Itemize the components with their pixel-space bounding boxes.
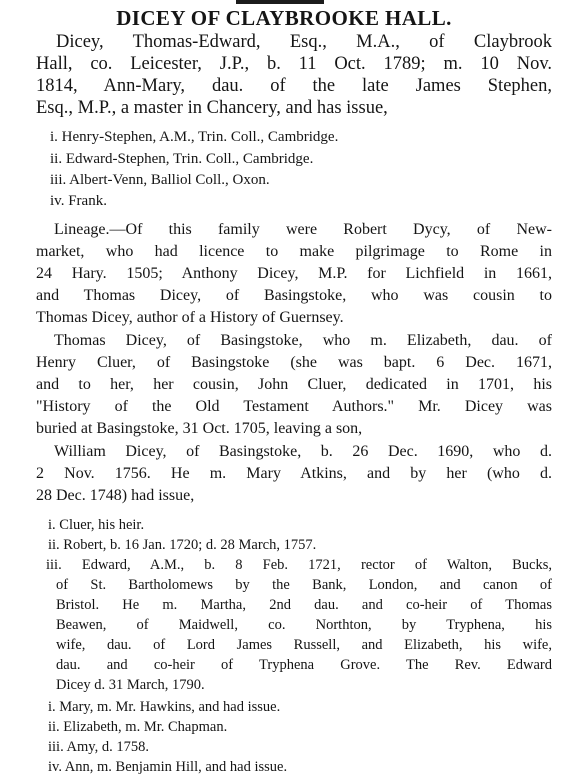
page-title: DICEY OF CLAYBROOKE HALL. bbox=[116, 6, 452, 30]
lead-line-3: 1814, Ann-Mary, dau. of the late James Stephen, bbox=[36, 76, 552, 96]
issue-item: i. Henry-Stephen, A.M., Trin. Coll., Cambridge. bbox=[50, 129, 339, 145]
william-issue-line: iii. Amy, d. 1758. bbox=[48, 739, 149, 755]
thomas-line: buried at Basingstoke, 31 Oct. 1705, leaving a son, bbox=[36, 420, 363, 437]
thomas-line: "History of the Old Testament Authors." Mr. Dicey was bbox=[36, 398, 552, 415]
lineage-line: and Thomas Dicey, of Basingstoke, who was cousin to bbox=[36, 287, 552, 304]
william-issue-line: ii. Robert, b. 16 Jan. 1720; d. 28 March, 1757. bbox=[48, 537, 317, 553]
william-issue-line: i. Cluer, his heir. bbox=[48, 517, 145, 533]
lineage-line: Thomas Dicey, author of a History of Guernsey. bbox=[36, 309, 344, 326]
william-issue-line: i. Mary, m. Mr. Hawkins, and had issue. bbox=[48, 699, 281, 715]
lineage-line: Lineage.—Of this family were Robert Dycy, of New- bbox=[54, 221, 552, 238]
william-issue-line: of St. Bartholomews by the Bank, London, and canon of bbox=[56, 577, 552, 593]
lineage-line: market, who had licence to make pilgrimage to Rome in bbox=[36, 243, 552, 260]
thomas-line: Thomas Dicey, of Basingstoke, who m. Elizabeth, dau. of bbox=[54, 332, 552, 349]
thomas-line: and to her, her cousin, John Cluer, dedicated in 1701, his bbox=[36, 376, 552, 393]
william-issue-line: Beawen, of Maidwell, co. Northton, by Tryphena, his bbox=[56, 617, 552, 633]
william-issue-line: ii. Elizabeth, m. Mr. Chapman. bbox=[48, 719, 228, 735]
william-issue-line: iv. Ann, m. Benjamin Hill, and had issue. bbox=[48, 759, 288, 775]
william-line: William Dicey, of Basingstoke, b. 26 Dec. 1690, who d. bbox=[54, 443, 552, 460]
lead-line-2: Hall, co. Leicester, J.P., b. 11 Oct. 1789; m. 10 Nov. bbox=[36, 54, 552, 74]
top-rule bbox=[236, 0, 324, 4]
william-issue-line: Bristol. He m. Martha, 2nd dau. and co-heir of Thomas bbox=[56, 597, 552, 613]
issue-item: ii. Edward-Stephen, Trin. Coll., Cambridge. bbox=[50, 151, 314, 167]
william-line: 28 Dec. 1748) had issue, bbox=[36, 487, 195, 504]
lead-line-1: Dicey, Thomas-Edward, Esq., M.A., of Claybrook bbox=[56, 32, 552, 52]
william-issue-line: iii. Edward, A.M., b. 8 Feb. 1721, rector of Walton, Bucks, bbox=[46, 557, 552, 573]
william-issue-line: dau. and co-heir of Tryphena Grove. The Rev. Edward bbox=[56, 657, 552, 673]
lineage-line: 24 Hary. 1505; Anthony Dicey, M.P. for Lichfield in 1661, bbox=[36, 265, 552, 282]
thomas-line: Henry Cluer, of Basingstoke (she was bapt. 6 Dec. 1671, bbox=[36, 354, 552, 371]
issue-item: iv. Frank. bbox=[50, 193, 107, 209]
william-issue-line: wife, dau. of Lord James Russell, and Elizabeth, his wife, bbox=[56, 637, 552, 653]
william-line: 2 Nov. 1756. He m. Mary Atkins, and by her (who d. bbox=[36, 465, 552, 482]
issue-item: iii. Albert-Venn, Balliol Coll., Oxon. bbox=[50, 172, 270, 188]
william-issue-line: Dicey d. 31 March, 1790. bbox=[56, 677, 205, 693]
lead-line-4: Esq., M.P., a master in Chancery, and has issue, bbox=[36, 98, 388, 118]
